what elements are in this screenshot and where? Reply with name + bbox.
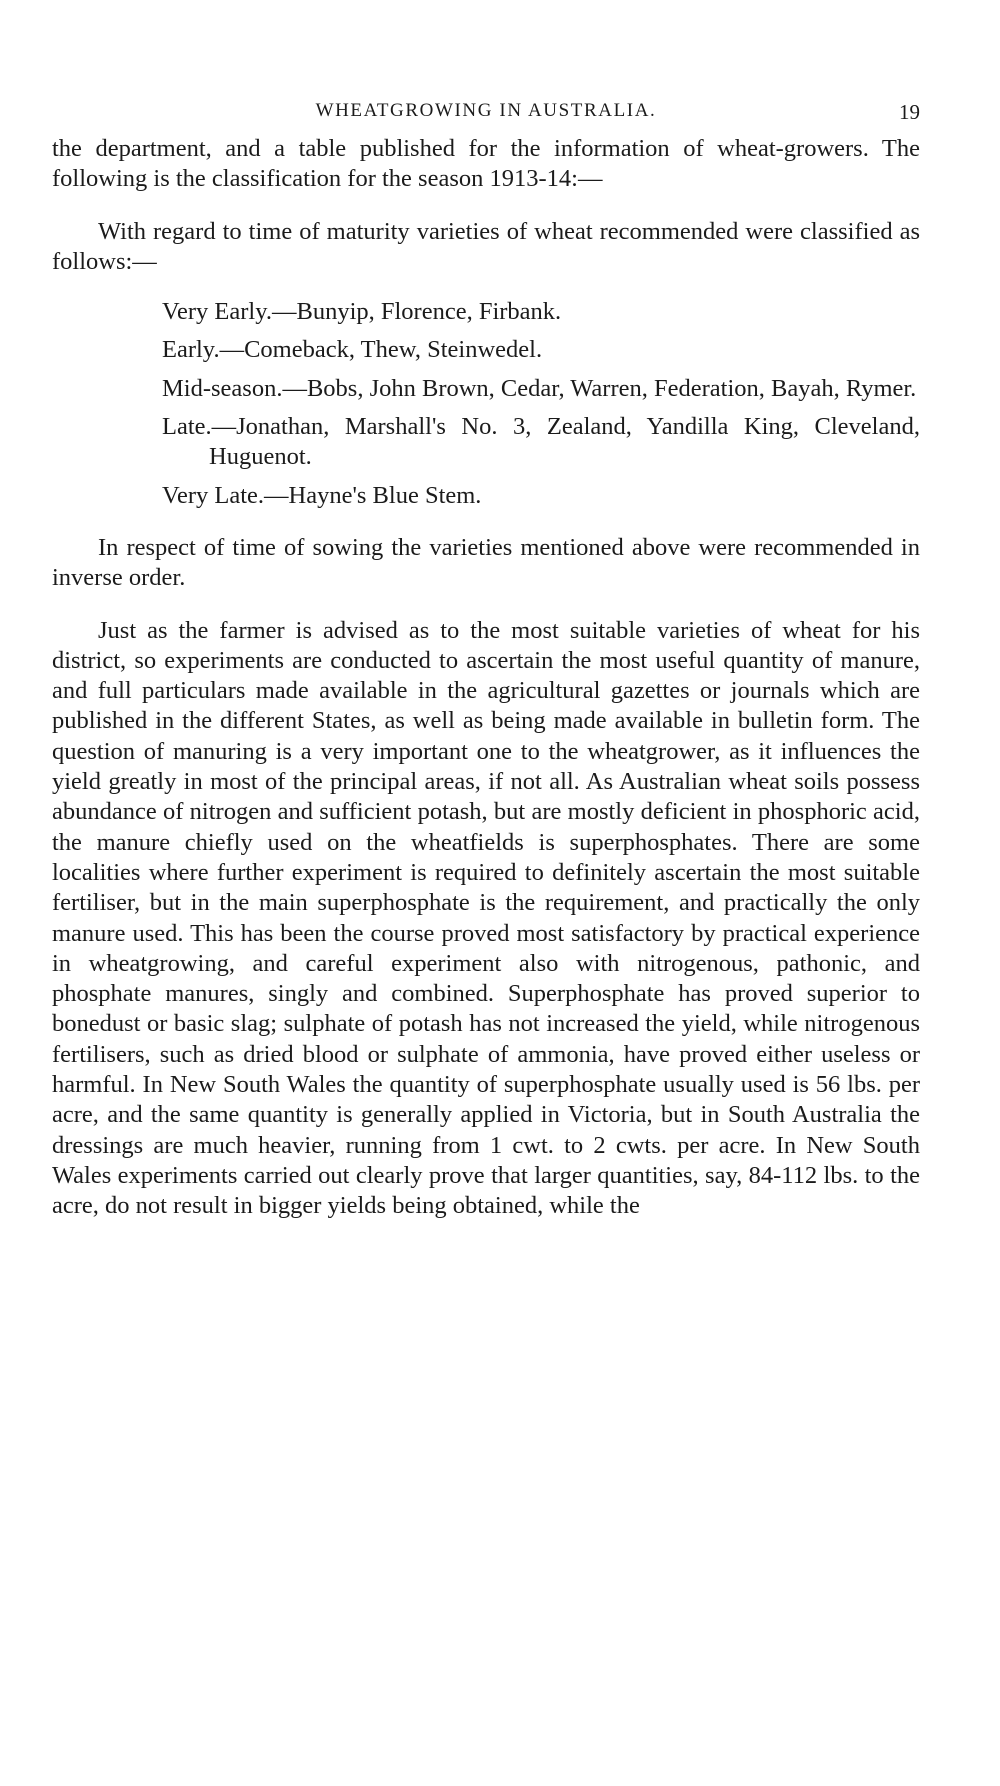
variety-classification-list xyxy=(162,297,920,511)
book-page xyxy=(52,0,920,1786)
list-item-early: Early.—Comeback, Thew, Steinwedel. xyxy=(162,336,543,364)
paragraph-sowing: In respect of time of sowing the varieties mentioned above were recommended in inverse order. xyxy=(52,533,920,592)
body-text xyxy=(52,134,920,1222)
list-item-very-early: Very Early.—Bunyip, Florence, Firbank. xyxy=(162,298,562,326)
paragraph-manuring: Just as the farmer is advised as to the most suitable varieties of wheat for his district, so experiments are conducted to ascertain the most useful quantity of manure, and full particulars made available in the agricultural gazettes or journals which are published in the different States, as well as being made available in bulletin form. The question of manuring is a very important one to the wheatgrower, as it influences the yield greatly in most of the principal areas, if not all. As Australian wheat soils possess abundance of nitrogen and sufficient potash, but are mostly deficient in phosphoric acid, the manure chiefly used on the wheatfields is superphosphates. There are some localities where further experiment is required to definitely ascertain the most suitable fertiliser, but in the main superphosphate is the requirement, and practically the only manure used. This has been the course proved most satisfactory by practical experience in wheatgrowing, and careful experiment also with nitrogenous, pathonic, and phosphate manures, singly and combined. Superphosphate has proved superior to bonedust or basic slag; sulphate of potash has not increased the yield, while nitrogenous fertilisers, such as dried blood or sulphate of ammonia, have proved either useless or harmful. In New South Wales the quantity of superphosphate usually used is 56 lbs. per acre, and the same quantity is generally applied in Victoria, but in South Australia the dressings are much heavier, running from 1 cwt. to 2 cwts. per acre. In New South Wales experiments carried out clearly prove that larger quantities, say, 84-112 lbs. to the acre, do not result in bigger yields being obtained, while the xyxy=(52,616,920,1220)
page-header xyxy=(52,100,920,128)
list-item-mid-season: Mid-season.—Bobs, John Brown, Cedar, Warren, Federation, Bayah, Rymer. xyxy=(162,374,917,402)
page-number: 19 xyxy=(899,100,920,124)
running-head: WHEATGROWING IN AUSTRALIA. xyxy=(315,100,657,121)
list-item-late: Late.—Jonathan, Marshall's No. 3, Zealand, Yandilla King, Cleveland, Huguenot. xyxy=(162,413,920,471)
paragraph-intro: the department, and a table published for the information of wheat-growers. The following is the classification for the season 1913-14:— xyxy=(52,135,920,193)
paragraph-maturity: With regard to time of maturity varieties of wheat recommended were classified as follows:— xyxy=(52,217,920,275)
list-item-very-late: Very Late.—Hayne's Blue Stem. xyxy=(162,481,482,509)
